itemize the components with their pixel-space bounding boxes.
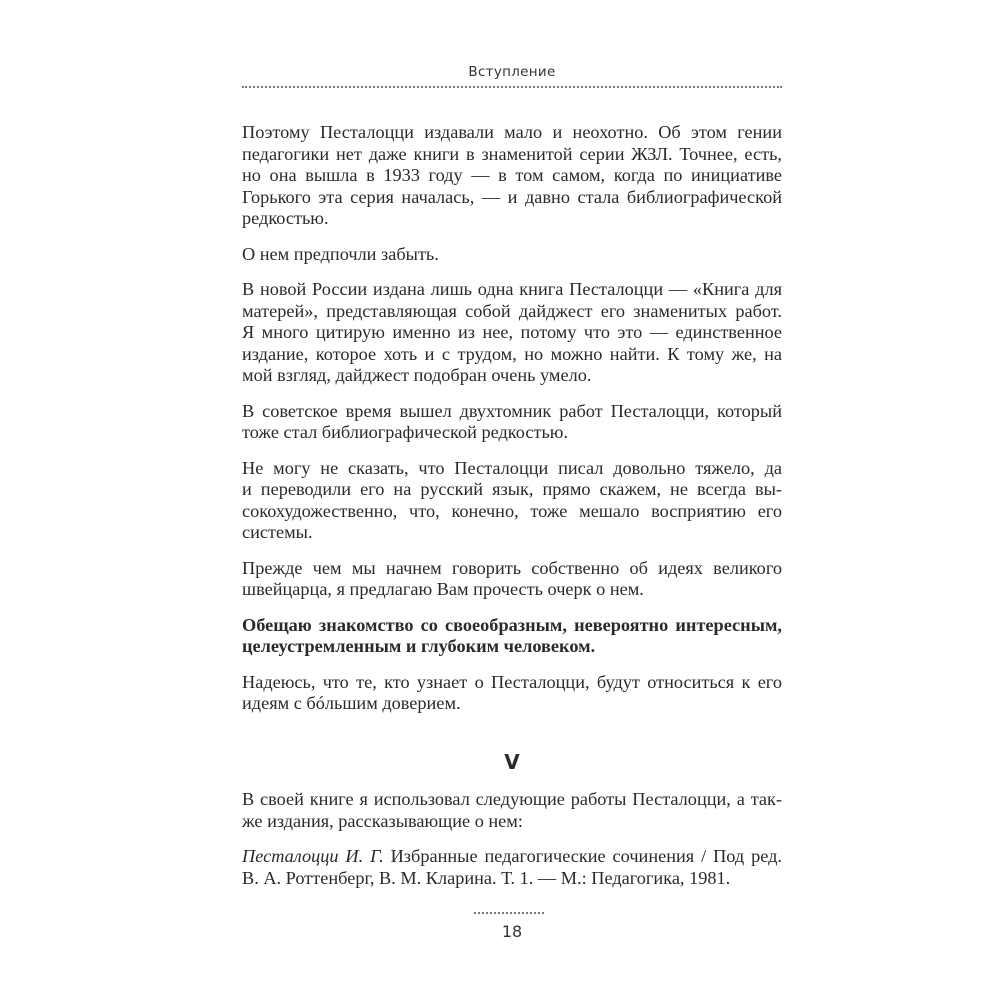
text-line: мой взгляд, дайджест подобран очень умело. (242, 365, 592, 385)
paragraph (242, 401, 782, 444)
text-line: идеям с бóльшим доверием. (242, 693, 461, 713)
running-head: Вступление (468, 64, 556, 80)
text-line: но она вышла в 1933 году — в том самом, когда по инициативе (242, 165, 782, 185)
paragraph (242, 558, 782, 601)
text-line: сокохудожественно, что, конечно, тоже мешало восприятию его (242, 500, 782, 521)
text-line: Я много цитирую именно из нее, потому что это — единственное (242, 322, 782, 342)
paragraph (242, 672, 782, 715)
paragraph (242, 279, 782, 387)
text-line: Поэтому Песталоцци издавали мало и неохотно. Об этом гении (242, 122, 782, 142)
text-line: В своей книге я использовал следующие работы Песталоцци, а так- (242, 789, 782, 809)
footer-dotted-rule (474, 912, 544, 914)
text-line: Горького эта серия началась, — и давно стала библиографической (242, 186, 782, 207)
text-line: редкостью. (242, 208, 329, 228)
section-heading: V (504, 750, 520, 774)
paragraph (242, 615, 782, 658)
text-line: Не могу не сказать, что Песталоцци писал довольно тяжело, да (242, 457, 782, 478)
text-line: О нем предпочли забыть. (242, 243, 439, 264)
paragraph (242, 789, 782, 832)
reference-author: Песталоцци И. Г. (242, 846, 384, 866)
text-line: В новой России издана лишь одна книга Песталоцци — «Книга для (242, 279, 782, 299)
header-dotted-rule (242, 86, 782, 88)
text-line: издание, которое хоть и с трудом, но можно найти. К тому же, на (242, 343, 782, 364)
text-line: целеустремленным и глубоким человеком. (242, 636, 596, 656)
text-line: педагогики нет даже книги в знаменитой серии ЖЗЛ. Точнее, есть, (242, 143, 782, 164)
bibliography-entry (242, 846, 782, 889)
text-line: швейцарца, я предлагаю Вам прочесть очерк о нем. (242, 579, 644, 599)
section-text (242, 789, 782, 903)
paragraph (242, 244, 782, 266)
text-line (242, 846, 782, 868)
text-line: и переводили его на русский язык, прямо скажем, не всегда вы- (242, 479, 782, 499)
text-line: тоже стал библиографической редкостью. (242, 422, 569, 442)
paragraph (242, 122, 782, 230)
page-number: 18 (501, 922, 523, 941)
text-line: матерей», представляющая собой дайджест его знаменитых работ. (242, 300, 782, 321)
text-line: Обещаю знакомство со своеобразным, невероятно интересным, (242, 614, 782, 635)
paragraph (242, 458, 782, 544)
text-line: В советское время вышел двухтомник работ Песталоцци, который (242, 400, 782, 421)
text-line: В. А. Роттенберг, В. М. Кларина. Т. 1. — М.: Педагогика, 1981. (242, 867, 731, 888)
text-line: Надеюсь, что те, кто узнает о Песталоцци, будут относиться к его (242, 671, 782, 692)
main-text (242, 122, 782, 729)
text-line: системы. (242, 522, 313, 542)
text-line: же издания, рассказывающие о нем: (242, 810, 523, 831)
text-line: Прежде чем мы начнем говорить собственно об идеях великого (242, 557, 782, 578)
reference-title: Избранные педагогические сочинения / Под ред. (383, 846, 782, 866)
